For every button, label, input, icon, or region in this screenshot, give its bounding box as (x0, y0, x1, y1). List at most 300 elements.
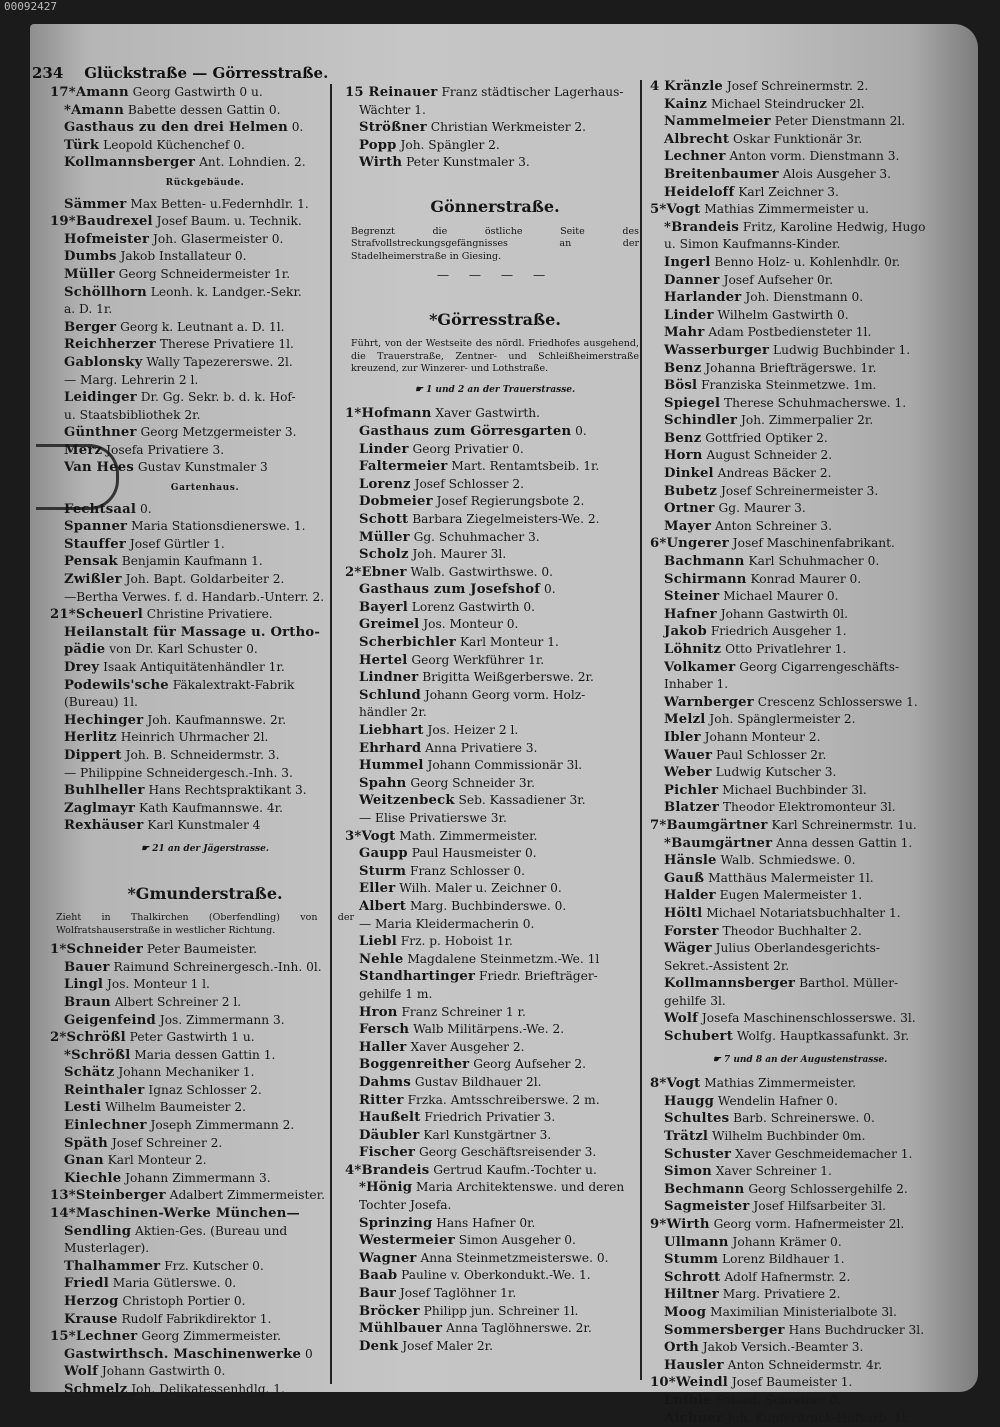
resident-name: Dahms (359, 1074, 411, 1090)
directory-entry (50, 1275, 360, 1293)
directory-entry (650, 1251, 950, 1269)
resident-name: Schöllhorn (64, 284, 147, 300)
resident-details: Wilhelm Baumeister 2. (105, 1100, 247, 1115)
directory-entry (345, 137, 645, 155)
resident-details: Christine Privatiere. (146, 607, 273, 622)
resident-name: Krause (64, 1311, 118, 1327)
resident-details: Friedrich Ausgeher 1. (710, 624, 847, 639)
resident-details: Ant. Lohndien. 2. (199, 155, 306, 170)
resident-name: Danner (664, 272, 720, 288)
resident-name: Bösl (664, 378, 698, 394)
resident-details: Johann Commissionär 3l. (427, 758, 583, 773)
resident-name: Sendling (64, 1223, 132, 1239)
resident-details: Peter Dienstmann 2l. (774, 114, 906, 129)
column-left (50, 84, 360, 1399)
directory-entry (50, 1293, 360, 1311)
directory-entry (650, 1198, 950, 1216)
directory-entry (650, 1181, 950, 1199)
resident-details: Gertrud Kaufm.-Tochter u. (433, 1162, 597, 1177)
directory-entry (345, 757, 645, 775)
entry-continuation: Sekret.-Assistent 2r. (664, 958, 790, 973)
resident-details: Michael Notariatsbuchhalter 1. (706, 905, 901, 920)
resident-details: Georg Cigarrengeschäfts- (739, 659, 900, 674)
resident-name: *Schrößl (64, 1047, 131, 1063)
directory-entry (345, 1303, 645, 1321)
resident-details: Johann Zimmermann 3. (125, 1170, 271, 1185)
resident-details: Fritz, Karoline Hedwig, Hugo (742, 219, 926, 234)
directory-entry (50, 1311, 360, 1329)
resident-name: Hron (359, 1004, 398, 1020)
directory-entry (650, 1216, 950, 1234)
resident-details: Josef Schreinermeister 3. (721, 483, 879, 498)
street-heading: *Gmunderstraße. (127, 883, 283, 903)
directory-entry (650, 184, 950, 202)
resident-details: Maria Architektenswe. und deren (416, 1180, 625, 1195)
resident-name: Buhlheller (64, 783, 145, 799)
resident-name: Ortner (664, 501, 715, 517)
entry-continuation: händler 2r. (359, 705, 427, 720)
resident-details: Gg. Schuhmacher 3. (413, 529, 540, 544)
directory-entry (345, 1074, 645, 1092)
directory-entry (650, 289, 950, 307)
resident-details: Wilh. Maler u. Zeichner 0. (399, 881, 562, 896)
resident-details: 0. (139, 501, 152, 516)
resident-name: Sämmer (64, 196, 127, 212)
resident-name: Löhnitz (664, 642, 722, 657)
resident-details: Georg Schneider 3r. (410, 775, 535, 790)
resident-name: Haugg (664, 1093, 715, 1109)
resident-details: Marg. Privatiere 2. (722, 1287, 841, 1302)
directory-entry (345, 599, 645, 617)
street-description: Führt, von der Westseite des nördl. Friedhofes ausgehend, die Trauerstraße, Zentner- und Schleißheimerstraße kreuzend, zur Winzerer- und Lothstraße. (351, 338, 639, 375)
resident-details: Seb. Kassadiener 3r. (458, 793, 586, 808)
resident-name: Haller (359, 1039, 407, 1055)
resident-details: Peter Kunstmaler 3. (406, 155, 530, 170)
resident-details: Adam Postbediensteter 1l. (708, 325, 872, 340)
resident-name: Wäger (664, 941, 712, 957)
resident-details: Benjamin Kaufmann 1. (121, 554, 263, 569)
resident-name: Zaglmayr (64, 800, 136, 816)
directory-entry (650, 96, 950, 114)
resident-details: Benno Holz- u. Kohlenhdlr. 0r. (714, 254, 901, 269)
directory-entry (650, 887, 950, 905)
resident-name: Bröcker (359, 1303, 420, 1319)
directory-entry (50, 1363, 360, 1381)
entry-continuation: Inhaber 1. (664, 677, 729, 692)
resident-details: Gustav Kunstmaler 3 (137, 460, 268, 475)
directory-entry (650, 1357, 950, 1375)
resident-name: Braun (64, 994, 111, 1010)
resident-details: Maximilian Ministerialbote 3l. (710, 1304, 897, 1319)
directory-entry (345, 529, 645, 547)
directory-entry (50, 1064, 360, 1082)
directory-entry (650, 113, 950, 131)
resident-details: Jos. Monteur 1 l. (106, 977, 210, 992)
directory-entry (50, 536, 360, 554)
directory-entry (50, 782, 360, 800)
resident-details: Leopold Küchenchef 0. (103, 137, 245, 152)
directory-entry (345, 634, 645, 652)
resident-name: Müller (359, 529, 410, 545)
resident-name: Eller (359, 881, 396, 897)
directory-entry (650, 360, 950, 378)
resident-name: Stumm (664, 1252, 719, 1268)
resident-details: Joh. Kupferdruck-Hilfsarb. 1l. (727, 1410, 910, 1425)
running-title: Glückstraße — Görresstraße. (84, 64, 329, 82)
resident-name: Mahr (664, 325, 705, 341)
resident-name: Fersch (359, 1022, 410, 1038)
directory-entry (345, 441, 645, 459)
directory-entry (50, 1258, 360, 1276)
resident-details: Georg k. Leutnant a. D. 1l. (120, 319, 285, 334)
directory-entry (345, 1162, 645, 1180)
resident-name: Van Hees (64, 460, 135, 476)
resident-name: Faltermeier (359, 459, 448, 475)
directory-entry (650, 905, 950, 923)
directory-entry (345, 119, 645, 137)
resident-name: Reichherzer (64, 337, 156, 353)
directory-entry (650, 324, 950, 342)
resident-details: August Schneider 2. (706, 448, 833, 463)
directory-entry (50, 154, 360, 172)
resident-details: Frz. p. Hoboist 1r. (400, 934, 513, 949)
resident-name: Einlechner (64, 1118, 147, 1134)
directory-entry (50, 641, 360, 659)
resident-name: Albert (359, 898, 407, 914)
directory-entry (650, 342, 950, 360)
resident-name: Greimel (359, 617, 420, 633)
directory-entry (50, 459, 360, 477)
directory-entry (650, 1110, 950, 1128)
directory-entry (650, 553, 950, 571)
entry-continuation: Tochter Josefa. (359, 1198, 452, 1213)
resident-name: Breitenbaumer (664, 166, 779, 182)
resident-details: Georg Geschäftsreisender 3. (419, 1145, 597, 1160)
directory-entry (50, 1047, 360, 1065)
resident-name: *Brandeis (664, 219, 739, 235)
resident-details: Friedr. Briefträger- (478, 969, 598, 984)
resident-name: Schubert (664, 1029, 733, 1045)
directory-entry (345, 775, 645, 793)
directory-entry (345, 1215, 645, 1233)
directory-entry (50, 1117, 360, 1135)
directory-entry (650, 623, 950, 641)
resident-details: Josef Baumeister 1. (731, 1375, 853, 1390)
directory-entry (345, 1056, 645, 1074)
directory-entry (650, 588, 950, 606)
directory-entry (650, 1234, 950, 1252)
directory-entry (345, 511, 645, 529)
resident-name: Benz (664, 430, 702, 446)
directory-entry (50, 319, 360, 337)
resident-name: Lesti (64, 1100, 102, 1116)
resident-details: Theodor Buchhalter 2. (722, 923, 862, 938)
resident-name: Späth (64, 1135, 108, 1151)
resident-name: 10*Weindl (650, 1375, 729, 1391)
resident-name: Bachmann (664, 554, 745, 570)
resident-name: Albrecht (664, 131, 730, 147)
resident-details: Rudolf Fabrikdirektor 1. (121, 1311, 272, 1326)
directory-entry (50, 424, 360, 442)
directory-entry (50, 941, 360, 959)
directory-entry (650, 166, 950, 184)
resident-name: Ullmann (664, 1234, 729, 1250)
resident-details: Christian Werkmeister 2. (430, 120, 587, 135)
entry-continuation: —Bertha Verwes. f. d. Handarb.-Unterr. 2. (64, 589, 325, 604)
building-subheading: Rückgebäude. (165, 177, 245, 188)
resident-details: Joseph Zimmermann 2. (150, 1118, 295, 1133)
resident-details: Wilhelm Gastwirth 0. (717, 307, 849, 322)
resident-details: Josef Aufseher 0r. (723, 272, 834, 287)
directory-entry (345, 828, 645, 846)
directory-entry (345, 493, 645, 511)
directory-entry (50, 336, 360, 354)
resident-details: Philipp jun. Schreiner 1l. (423, 1303, 579, 1318)
resident-name: Günthner (64, 425, 137, 441)
resident-details: Konrad Maurer 0. (750, 571, 862, 586)
resident-details: Wolfg. Hauptkassafunkt. 3r. (736, 1029, 910, 1044)
directory-entry (50, 518, 360, 536)
resident-name: Zwißler (64, 572, 122, 588)
resident-details: Aktien-Ges. (Bureau und (135, 1223, 288, 1238)
directory-entry (50, 994, 360, 1012)
directory-entry (650, 782, 950, 800)
resident-name: Sturm (359, 863, 407, 879)
resident-details: Simon Ausgeher 0. (458, 1233, 576, 1248)
resident-details: Michael Maurer 0. (723, 589, 839, 604)
directory-entry (345, 933, 645, 951)
directory-entry (50, 1012, 360, 1030)
resident-details: Ludwig Buchbinder 1. (773, 342, 911, 357)
directory-entry (650, 940, 950, 958)
resident-details: Lorenz Bildhauer 1. (722, 1252, 845, 1267)
cross-reference-note: ☛ 21 an der Jägerstrasse. (141, 843, 269, 854)
resident-name: Thalhammer (64, 1258, 161, 1274)
entry-continuation: a. D. 1r. (64, 302, 113, 317)
resident-name: Gastwirthsch. Maschinenwerke (64, 1346, 302, 1362)
resident-details: Jakob Versich.-Beamter 3. (702, 1340, 864, 1355)
resident-name: Hänsle (664, 853, 717, 869)
resident-name: Dobmeier (359, 494, 433, 510)
directory-entry (345, 687, 645, 705)
resident-details: Eugen Malermeister 1. (719, 888, 863, 903)
resident-name: 4 Kränzle (650, 79, 723, 94)
directory-entry (650, 518, 950, 536)
directory-entry (650, 1128, 950, 1146)
directory-entry (345, 898, 645, 916)
directory-entry (650, 835, 950, 853)
directory-entry (650, 1028, 950, 1046)
resident-name: Gasthaus zum Görresgarten (359, 423, 572, 439)
entry-continuation: — Philippine Schneidergesch.-Inh. 3. (64, 765, 293, 780)
resident-name: Linder (359, 441, 409, 457)
directory-entry (650, 1339, 950, 1357)
resident-details: Anton vorm. Dienstmann 3. (729, 149, 900, 164)
directory-entry (345, 951, 645, 969)
resident-name: Nammelmeier (664, 114, 771, 130)
directory-entry (650, 78, 950, 96)
resident-details: Franz städtischer Lagerhaus- (441, 85, 624, 99)
resident-details: Therese Schuhmacherswe. 1. (724, 395, 907, 410)
resident-details: Georg Aufseher 2. (473, 1057, 587, 1072)
resident-name: Scherbichler (359, 635, 457, 651)
cross-reference-note: ☛ 1 und 2 an der Trauerstrasse. (414, 384, 576, 395)
directory-entry (50, 1381, 360, 1399)
resident-details: Ludwig Kutscher 3. (715, 765, 837, 780)
resident-name: Liebl (359, 934, 397, 950)
resident-details: Sebast. Schreiner 0. (715, 1392, 842, 1407)
resident-name: 7*Baumgärtner (650, 817, 768, 833)
directory-entry (50, 84, 360, 102)
directory-entry (345, 1232, 645, 1250)
directory-entry (50, 1135, 360, 1153)
directory-entry (650, 483, 950, 501)
entry-continuation: (Bureau) 1l. (64, 695, 138, 710)
resident-details: Oskar Funktionär 3r. (733, 131, 863, 146)
resident-name: Hiltner (664, 1287, 719, 1303)
resident-name: Schmelz (64, 1381, 128, 1397)
resident-name: Heilanstalt für Massage u. Ortho- (64, 624, 321, 640)
directory-entry (50, 1099, 360, 1117)
resident-details: Crescenz Schlosserswe 1. (757, 694, 918, 709)
resident-name: Wolf (64, 1364, 99, 1380)
resident-name: Wirth (359, 155, 403, 171)
resident-details: Josefa Privatiere 3. (106, 442, 225, 457)
entry-continuation: Musterlager). (64, 1241, 150, 1256)
resident-details: Theodor Elektromonteur 3l. (722, 800, 896, 815)
resident-name: Ingerl (664, 254, 711, 270)
resident-name: Mühlbauer (359, 1321, 443, 1337)
resident-details: Xaver Schreiner 1. (715, 1164, 832, 1179)
resident-name: Höltl (664, 905, 703, 921)
directory-entry (345, 968, 645, 986)
resident-name: Harlander (664, 290, 742, 306)
resident-name: Däubler (359, 1127, 420, 1143)
directory-entry (50, 659, 360, 677)
resident-name: 2*Schrößl (50, 1030, 126, 1046)
resident-details: Joh. Kaufmannswe. 2r. (147, 712, 287, 727)
street-description: Begrenzt die östliche Seite des Strafvollstreckungsgefängnisses an der Stadelheimerstraße in Giesing. (351, 225, 639, 262)
directory-entry (345, 863, 645, 881)
directory-entry (50, 102, 360, 120)
entry-continuation: u. Staatsbibliothek 2r. (64, 407, 201, 422)
building-subheading: Gartenhaus. (170, 483, 240, 494)
resident-name: Kainz (664, 96, 708, 112)
resident-name: *Baumgärtner (664, 835, 773, 851)
entry-continuation: u. Simon Kaufmanns-Kinder. (664, 237, 841, 252)
resident-details: Peter Gastwirth 1 u. (129, 1030, 255, 1045)
resident-name: Drey (64, 660, 100, 675)
resident-details: Johann Gastwirth 0. (101, 1364, 226, 1379)
resident-name: 6*Ungerer (650, 536, 729, 552)
resident-details: Maria Stationsdienerswe. 1. (131, 519, 306, 534)
directory-entry (650, 852, 950, 870)
directory-entry (345, 581, 645, 599)
resident-details: Wendelin Hafner 0. (717, 1093, 838, 1108)
directory-entry (50, 1082, 360, 1100)
resident-name: Reinthaler (64, 1082, 145, 1098)
directory-entry (345, 1250, 645, 1268)
directory-entry (650, 430, 950, 448)
resident-name: pädie (64, 642, 106, 658)
resident-name: Dinkel (664, 466, 714, 482)
resident-name: Kollmannsberger (664, 976, 796, 992)
resident-details: Joh. Glasermeister 0. (153, 231, 284, 246)
directory-entry (345, 1144, 645, 1162)
resident-name: Hummel (359, 758, 424, 774)
resident-details: Georg Werkführer 1r. (411, 652, 545, 667)
resident-name: Denk (359, 1338, 399, 1354)
resident-name: Gablonsky (64, 354, 143, 370)
directory-entry (650, 535, 950, 553)
directory-entry (50, 196, 360, 214)
resident-name: Aichner (664, 1410, 724, 1426)
resident-name: Haußelt (359, 1110, 421, 1126)
resident-name: 2*Ebner (345, 564, 407, 580)
entry-continuation: gehilfe 3l. (664, 993, 726, 1008)
resident-name: Geigenfeind (64, 1012, 156, 1028)
resident-name: Kollmannsberger (64, 155, 196, 171)
directory-entry (345, 1109, 645, 1127)
scan-id: 00092427 (4, 0, 57, 13)
directory-entry (650, 923, 950, 941)
directory-entry (345, 1179, 645, 1197)
column-middle (345, 84, 645, 1355)
resident-name: Scholz (359, 547, 409, 563)
resident-name: Spiegel (664, 395, 721, 411)
resident-details: Joh. Bapt. Goldarbeiter 2. (125, 572, 285, 587)
resident-name: Hausler (664, 1357, 724, 1373)
resident-name: Baab (359, 1268, 398, 1284)
resident-details: Karl Zeichner 3. (738, 184, 839, 199)
resident-name: Ritter (359, 1092, 404, 1108)
directory-entry (650, 395, 950, 413)
resident-name: Lingl (64, 977, 104, 993)
resident-name: Dippert (64, 747, 122, 763)
resident-details: Magdalene Steinmetzm.-We. 1l (407, 951, 600, 966)
directory-entry (50, 1029, 360, 1047)
directory-entry (650, 1093, 950, 1111)
resident-details: Jos. Monteur 0. (423, 617, 519, 632)
resident-details: 0 (305, 1346, 313, 1361)
directory-entry (50, 248, 360, 266)
resident-details: Fäkalextrakt-Fabrik (172, 677, 295, 692)
resident-details: Johann Krämer 0. (732, 1234, 842, 1249)
resident-details: Joh. B. Schneidermstr. 3. (125, 747, 280, 762)
resident-name: 4*Brandeis (345, 1162, 430, 1178)
directory-entry (345, 458, 645, 476)
directory-entry (50, 1152, 360, 1170)
directory-entry (50, 389, 360, 407)
page-header (32, 64, 328, 82)
resident-name: Bubetz (664, 483, 718, 499)
resident-details: Josef Baum. u. Technik. (156, 214, 302, 229)
directory-entry (50, 1187, 360, 1205)
directory-entry (650, 148, 950, 166)
directory-entry (50, 442, 360, 460)
resident-name: Weber (664, 765, 712, 781)
resident-details: 0. (291, 120, 304, 135)
directory-entry (345, 792, 645, 810)
resident-name: Lindner (359, 670, 419, 686)
resident-name: Kiechle (64, 1170, 122, 1186)
directory-entry (50, 354, 360, 372)
street-description: Zieht in Thalkirchen (Oberfendling) von der Wolfratshauserstraße in westlicher Richtung. (56, 912, 354, 936)
directory-entry (345, 476, 645, 494)
column-right (650, 78, 950, 1427)
directory-entry (345, 1285, 645, 1303)
entry-continuation: Wächter 1. (359, 102, 426, 117)
